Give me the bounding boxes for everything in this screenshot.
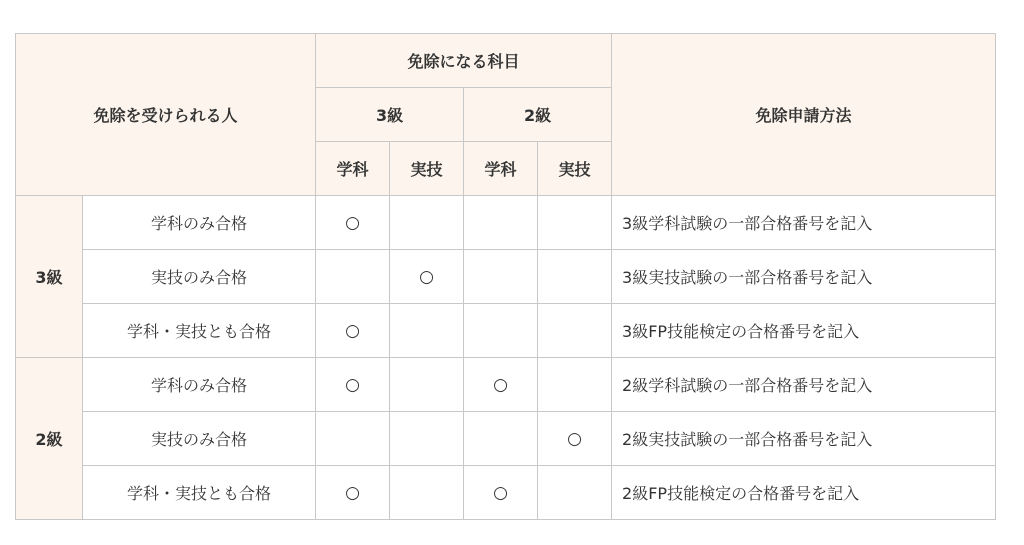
grade3-jitsugi-mark bbox=[390, 196, 464, 250]
grade3-jitsugi-mark bbox=[390, 304, 464, 358]
table-row bbox=[16, 196, 996, 250]
grade2-gakka-mark bbox=[464, 250, 538, 304]
grade2-gakka-mark: ○ bbox=[464, 358, 538, 412]
table-row bbox=[16, 358, 996, 412]
grade2-jitsugi-mark bbox=[538, 196, 612, 250]
eligible-person-cell: 実技のみ合格 bbox=[83, 412, 316, 466]
header-exempt-subjects: 免除になる科目 bbox=[316, 34, 612, 88]
table-row bbox=[16, 250, 996, 304]
method-cell: 3級実技試験の一部合格番号を記入 bbox=[612, 250, 996, 304]
header-eligible: 免除を受けられる人 bbox=[16, 34, 316, 196]
header-grade2: 2級 bbox=[464, 88, 612, 142]
header-grade3: 3級 bbox=[316, 88, 464, 142]
table-row bbox=[16, 304, 996, 358]
exemption-table-container bbox=[15, 33, 996, 520]
exemption-table bbox=[15, 33, 996, 520]
header-row-1 bbox=[16, 34, 996, 88]
grade2-jitsugi-mark bbox=[538, 358, 612, 412]
eligible-person-cell: 学科のみ合格 bbox=[83, 358, 316, 412]
grade2-jitsugi-mark bbox=[538, 250, 612, 304]
group-label-grade2: 2級 bbox=[16, 358, 83, 520]
eligible-person-cell: 実技のみ合格 bbox=[83, 250, 316, 304]
grade3-jitsugi-mark bbox=[390, 466, 464, 520]
method-cell: 2級学科試験の一部合格番号を記入 bbox=[612, 358, 996, 412]
grade2-jitsugi-mark bbox=[538, 304, 612, 358]
header-method: 免除申請方法 bbox=[612, 34, 996, 196]
grade3-jitsugi-mark: ○ bbox=[390, 250, 464, 304]
grade2-gakka-mark bbox=[464, 196, 538, 250]
eligible-person-cell: 学科・実技とも合格 bbox=[83, 466, 316, 520]
eligible-person-cell: 学科のみ合格 bbox=[83, 196, 316, 250]
grade2-gakka-mark bbox=[464, 304, 538, 358]
header-grade2-gakka: 学科 bbox=[464, 142, 538, 196]
grade2-jitsugi-mark bbox=[538, 466, 612, 520]
grade2-jitsugi-mark: ○ bbox=[538, 412, 612, 466]
grade3-gakka-mark bbox=[316, 250, 390, 304]
eligible-person-cell: 学科・実技とも合格 bbox=[83, 304, 316, 358]
grade3-gakka-mark: ○ bbox=[316, 466, 390, 520]
grade3-gakka-mark bbox=[316, 412, 390, 466]
table-row bbox=[16, 412, 996, 466]
table-row bbox=[16, 466, 996, 520]
method-cell: 2級FP技能検定の合格番号を記入 bbox=[612, 466, 996, 520]
grade3-gakka-mark: ○ bbox=[316, 358, 390, 412]
group-label-grade3: 3級 bbox=[16, 196, 83, 358]
grade3-jitsugi-mark bbox=[390, 358, 464, 412]
method-cell: 2級実技試験の一部合格番号を記入 bbox=[612, 412, 996, 466]
grade2-gakka-mark bbox=[464, 412, 538, 466]
header-grade3-jitsugi: 実技 bbox=[390, 142, 464, 196]
method-cell: 3級FP技能検定の合格番号を記入 bbox=[612, 304, 996, 358]
grade3-gakka-mark: ○ bbox=[316, 304, 390, 358]
method-cell: 3級学科試験の一部合格番号を記入 bbox=[612, 196, 996, 250]
grade3-gakka-mark: ○ bbox=[316, 196, 390, 250]
grade3-jitsugi-mark bbox=[390, 412, 464, 466]
grade2-gakka-mark: ○ bbox=[464, 466, 538, 520]
header-grade2-jitsugi: 実技 bbox=[538, 142, 612, 196]
header-grade3-gakka: 学科 bbox=[316, 142, 390, 196]
